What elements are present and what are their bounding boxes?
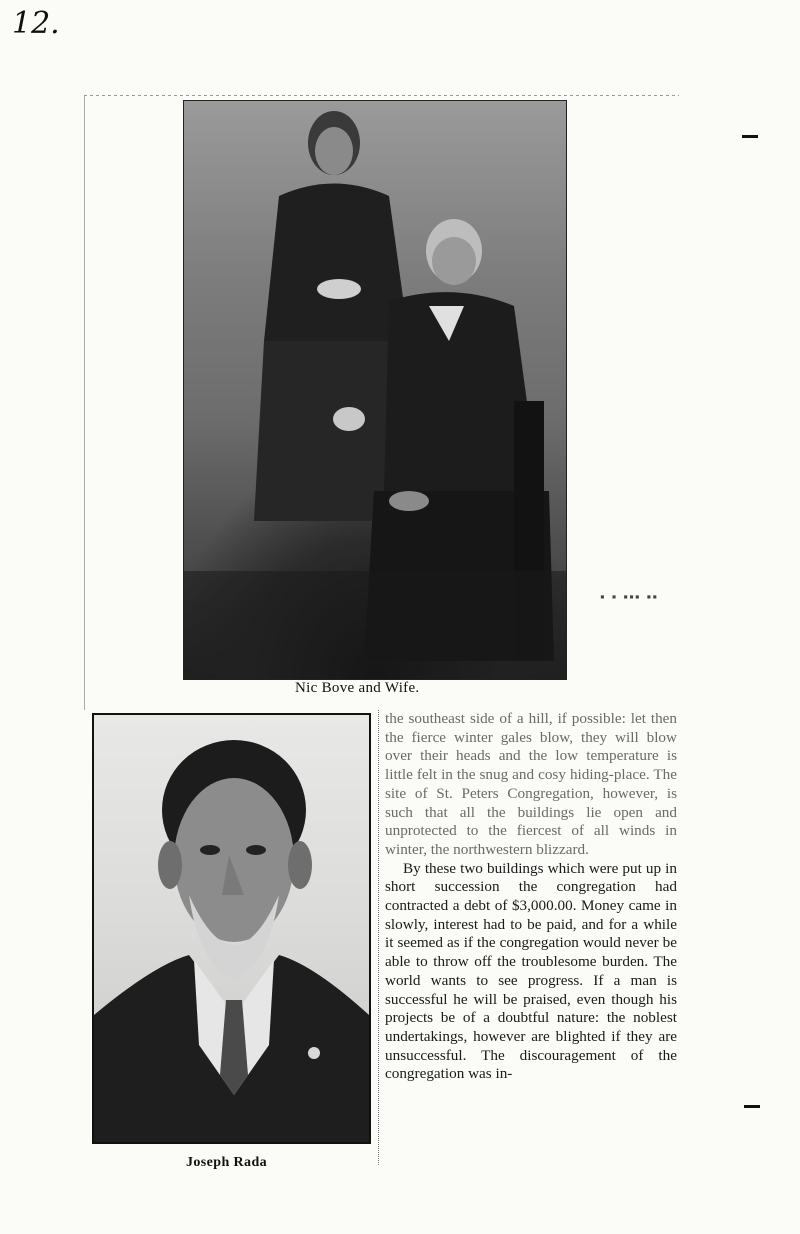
page-number: 12.	[12, 6, 60, 41]
portrait-photograph	[92, 713, 371, 1144]
article-paragraph: By these two buildings which were put up in short succession the congregation had contracted a debt of $3,000.00. Money came in slowly, interest had to be paid, and for a while it seemed as if the congregation would never be able to throw off the troublesome burden. The world wants to see progress. If a man is successful he will be praised, even though his projects be of a doubtful nature: the noblest undertakings, however are blighted if they are unsuccessful. The discouragement of the congregation was in-	[385, 859, 677, 1083]
margin-mark	[742, 135, 758, 138]
article-column	[378, 710, 677, 1165]
print-artifact: ▪ ▪ ▪▪▪ ▪▪	[600, 592, 659, 601]
couple-caption: Nic Bove and Wife.	[295, 680, 420, 696]
article-paragraph: the southeast side of a hill, if possible: let then the fierce winter gales blow, they will blow over their heads and the low temperature is little felt in the snug and cosy hiding-place. The site of St. Peters Congregation, however, is such that all the buildings lie open and unprotected to the fiercest of all winds in winter, the northwestern blizzard.	[385, 710, 677, 858]
margin-mark	[744, 1105, 760, 1108]
clipping-border	[84, 95, 85, 710]
clipping-border	[84, 95, 679, 96]
portrait-caption: Joseph Rada	[186, 1155, 268, 1170]
couple-photograph	[183, 100, 567, 680]
